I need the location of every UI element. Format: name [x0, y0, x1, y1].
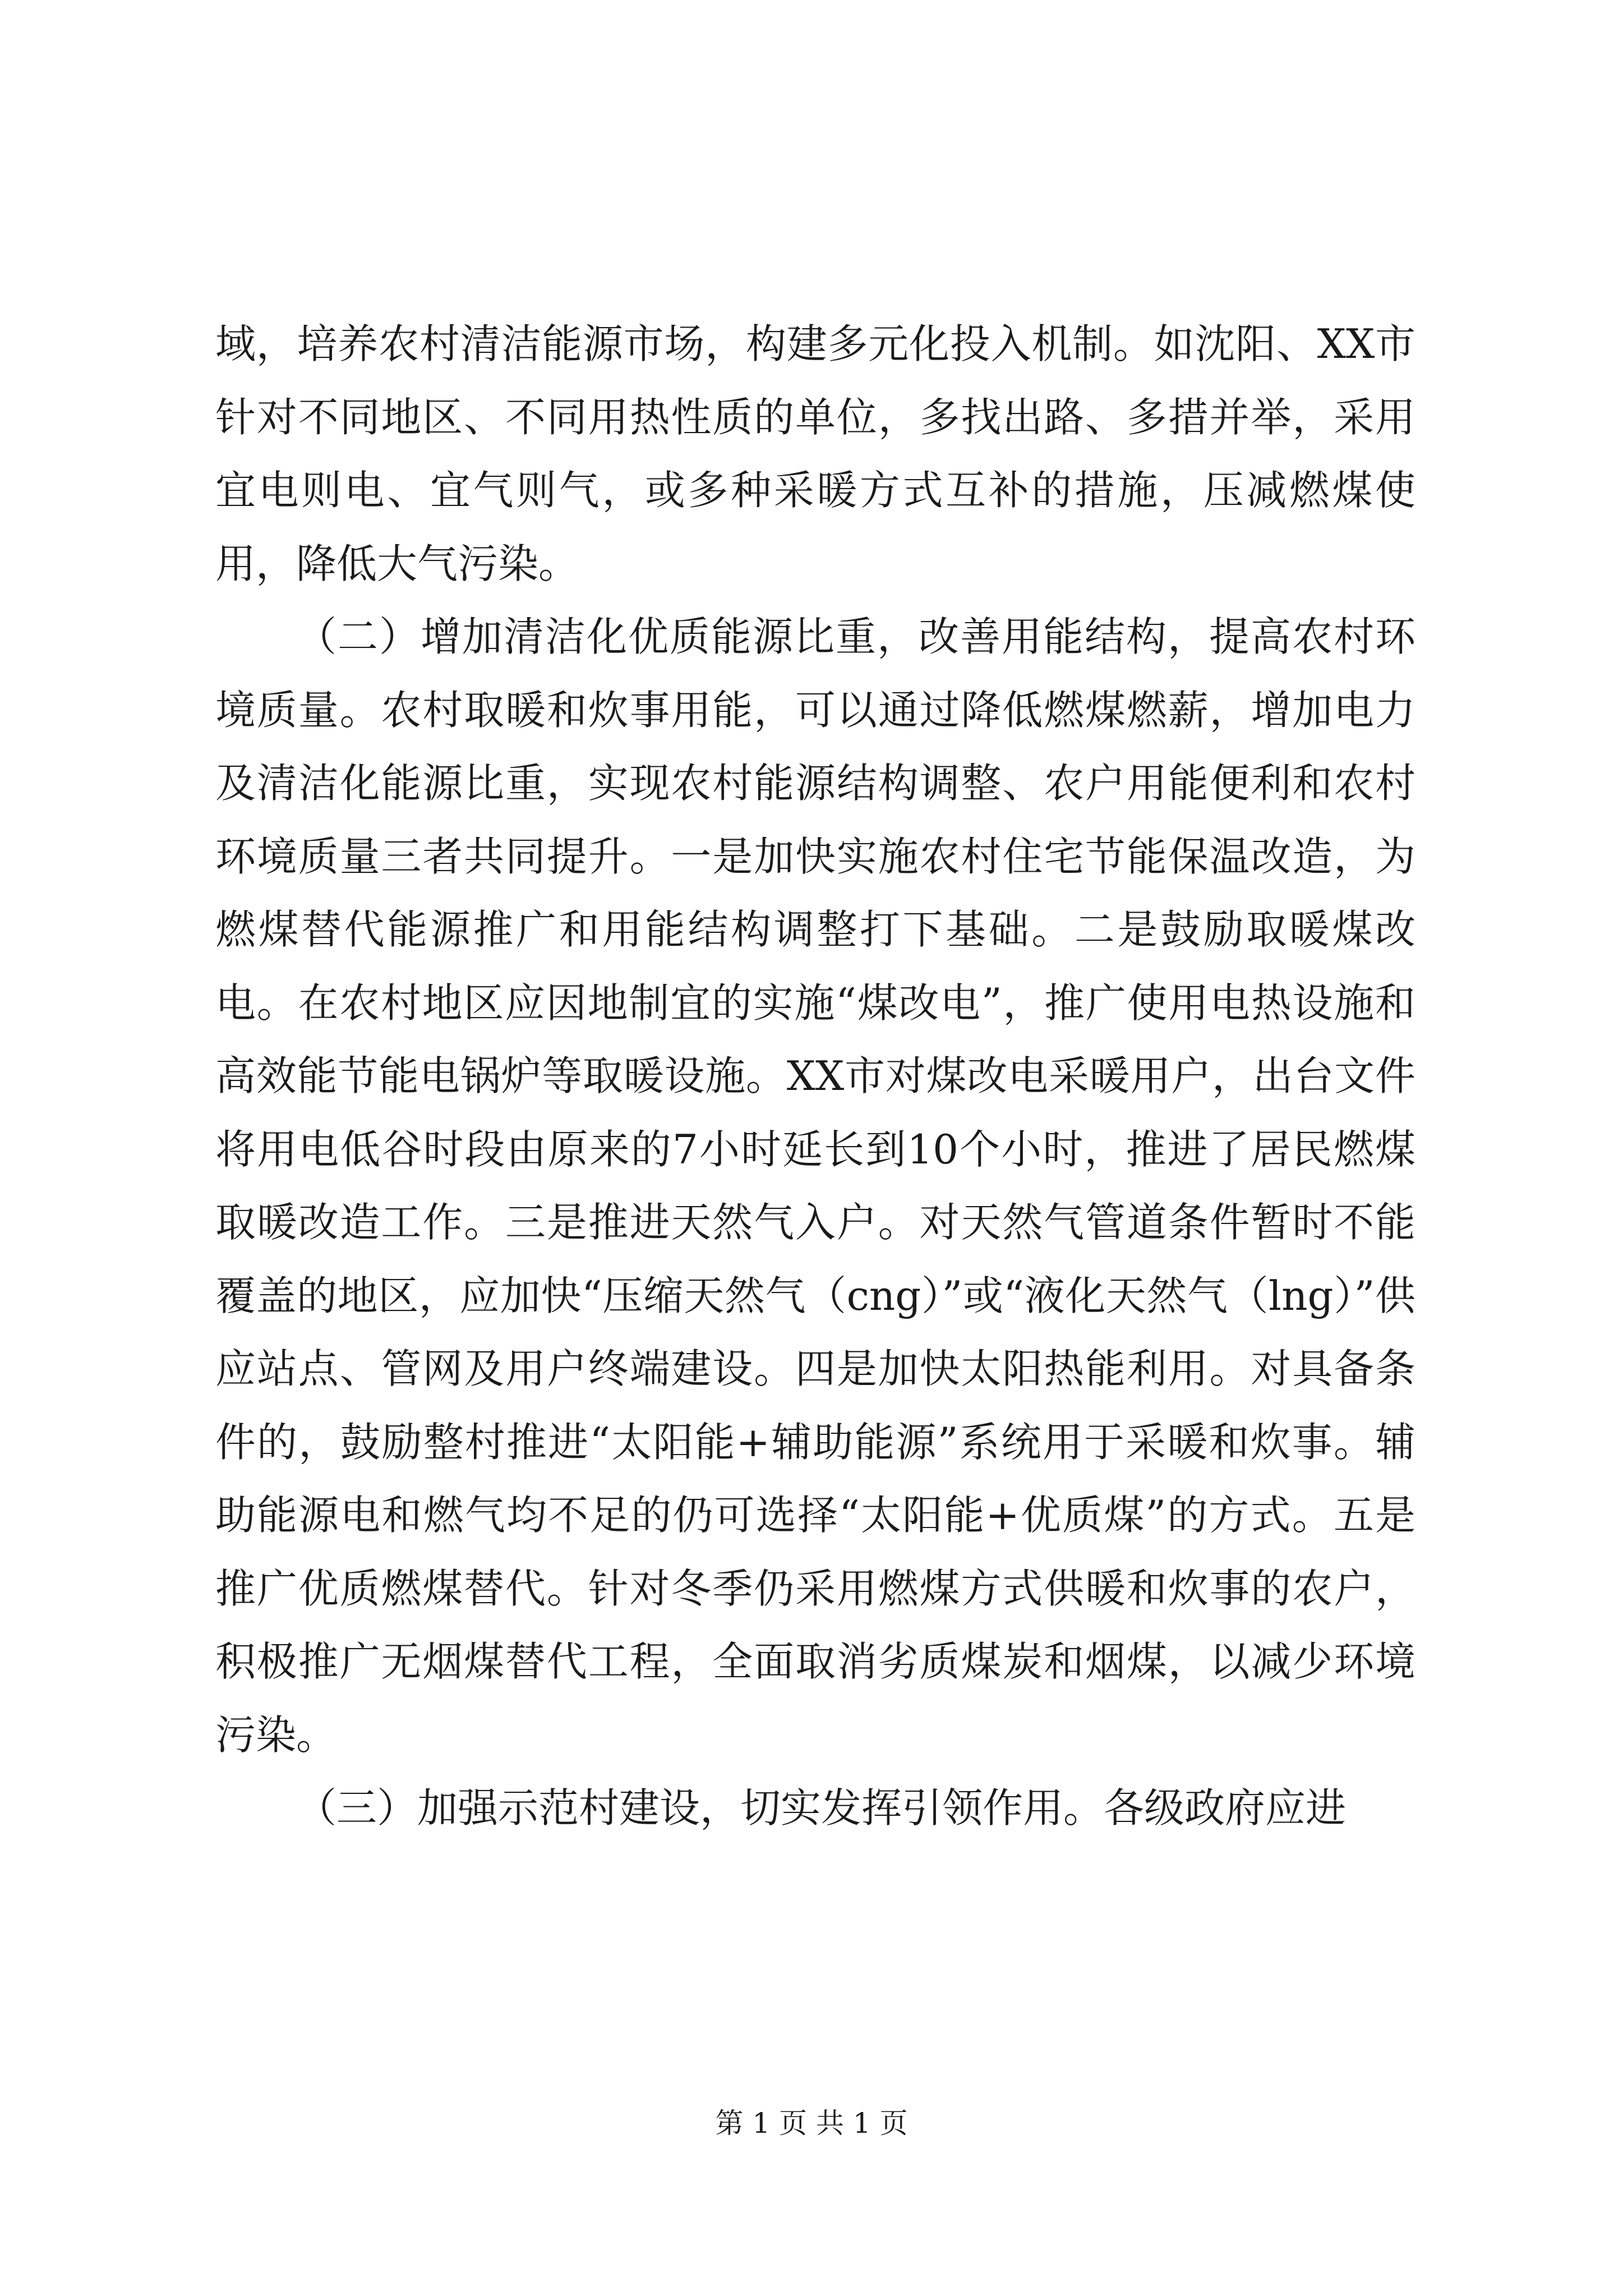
- page-footer: 第 1 页 共 1 页: [715, 2107, 908, 2139]
- paragraph-continued: 域，培养农村清洁能源市场，构建多元化投入机制。如沈阳、XX市针对不同地区、不同用热性质的单位，多找出路、多措并举，采用宜电则电、宜气则气，或多种采暖方式互补的措施，压减燃煤使用，降低大气污染。: [215, 320, 1415, 587]
- paragraph-section-three: （三）加强示范村建设，切实发挥引领作用。各级政府应进: [296, 1784, 1347, 1832]
- paragraph-section-two: （二）增加清洁化优质能源比重，改善用能结构，提高农村环境质量。农村取暖和炊事用能，可以通过降低燃煤燃薪，增加电力及清洁化能源比重，实现农村能源结构调整、农户用能便利和农村环境质量三者共同提升。一是加快实施农村住宅节能保温改造，为燃煤替代能源推广和用能结构调整打下基础。二是鼓励取暖煤改电。在农村地区应因地制宜的实施“煤改电”，推广使用电热设施和高效能节能电锅炉等取暖设施。XX市对煤改电采暖用户，出台文件将用电低谷时段由原来的7小时延长到10个小时，推进了居民燃煤取暖改造工作。三是推进天然气入户。对天然气管道条件暂时不能覆盖的地区，应加快“压缩天然气（cng）”或“液化天然气（lng）”供应站点、管网及用户终端建设。四是加快太阳热能利用。对具备条件的，鼓励整村推进“太阳能+辅助能源”系统用于采暖和炊事。辅助能源电和燃气均不足的仍可选择“太阳能+优质煤”的方式。五是推广优质燃煤替代。针对冬季仍采用燃煤方式供暖和炊事的农户，积极推广无烟煤替代工程，全面取消劣质煤炭和烟煤，以减少环境污染。: [215, 613, 1415, 1759]
- body-text: [215, 307, 1415, 1845]
